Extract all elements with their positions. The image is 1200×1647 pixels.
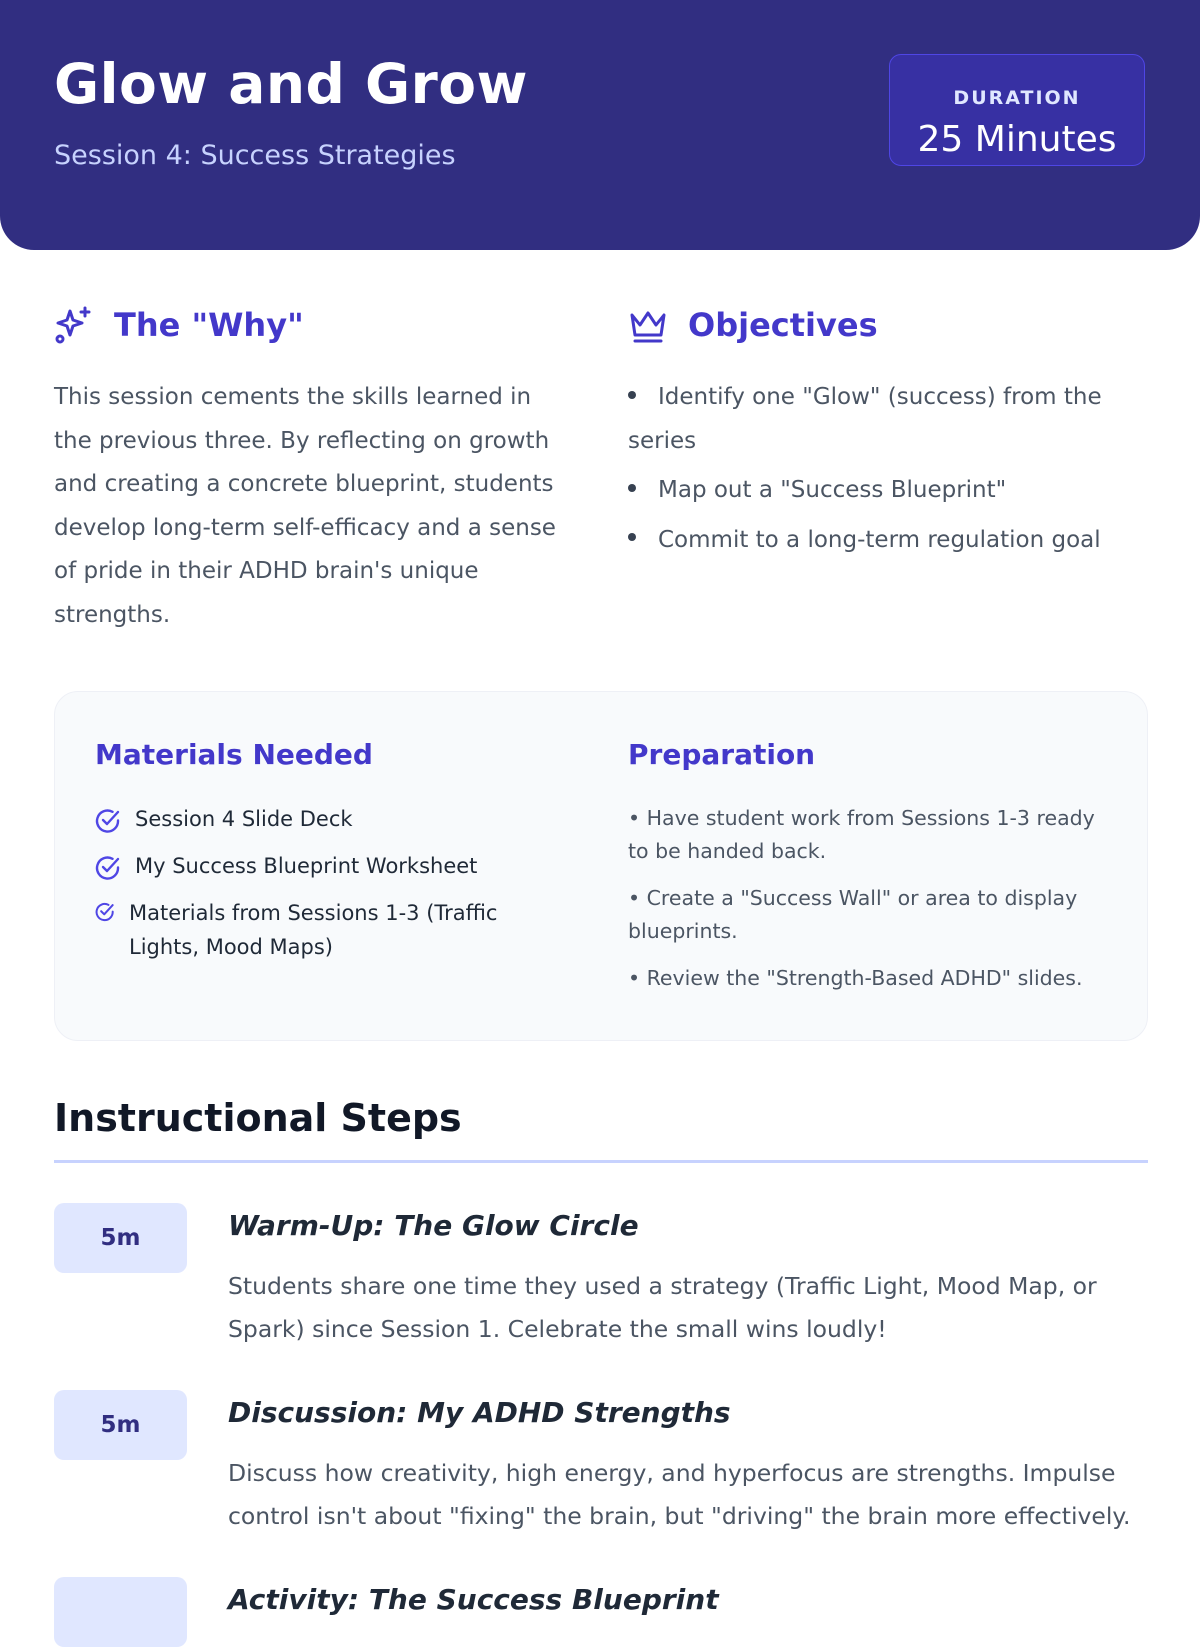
duration-value: 25 Minutes — [917, 119, 1117, 160]
steps-heading: Instructional Steps — [54, 1096, 462, 1140]
objective-text: Map out a "Success Blueprint" — [658, 477, 1007, 503]
objective-item — [628, 469, 1148, 513]
why-text: This session cements the skills learned in the previous three. By reflecting on growth and creating a concrete blueprint, students develop long-term self-efficacy and a sense of pride in their ADHD brain's unique strengths. — [54, 384, 556, 628]
crown-icon — [628, 305, 668, 345]
objective-text: Identify one "Glow" (success) from the series — [628, 384, 1102, 454]
check-circle-icon — [95, 808, 121, 834]
bullet-icon — [628, 391, 636, 399]
objective-text: Commit to a long-term regulation goal — [658, 526, 1101, 553]
objectives-heading — [628, 305, 878, 345]
page-subtitle: Session 4: Success Strategies — [54, 140, 456, 171]
step-time-badge: 5m — [54, 1390, 187, 1460]
why-heading-text: The "Why" — [114, 306, 304, 344]
page-header — [0, 0, 1200, 250]
step-description: Students share one time they used a strategy (Traffic Light, Mood Map, or Spark) since Session 1. Celebrate the small wins loudly! — [228, 1272, 1097, 1343]
preparation-heading: Preparation — [628, 738, 816, 771]
material-item — [95, 896, 535, 964]
material-item — [95, 849, 535, 883]
step-title: Activity: The Success Blueprint — [228, 1583, 719, 1616]
objectives-list — [628, 376, 1148, 568]
check-circle-icon — [95, 855, 121, 881]
step-time-badge: 5m — [54, 1203, 187, 1273]
material-text: Session 4 Slide Deck — [135, 807, 353, 831]
preparation-list — [628, 802, 1118, 1009]
steps-divider — [54, 1160, 1148, 1163]
objective-item — [628, 519, 1148, 563]
bullet-icon — [628, 533, 636, 541]
preparation-item: • Have student work from Sessions 1-3 ready to be handed back. — [628, 806, 1095, 863]
step-time-badge — [54, 1577, 187, 1647]
step-description: Discuss how creativity, high energy, and hyperfocus are strengths. Impulse control isn't about "fixing" the brain, but "driving" the brain more effectively. — [228, 1459, 1131, 1530]
material-text: My Success Blueprint Worksheet — [135, 854, 478, 878]
preparation-item: • Create a "Success Wall" or area to display blueprints. — [628, 886, 1078, 943]
materials-card — [54, 691, 1148, 1041]
step-title: Warm-Up: The Glow Circle — [228, 1209, 639, 1242]
objectives-heading-text: Objectives — [688, 306, 878, 344]
preparation-item: • Review the "Strength-Based ADHD" slides. — [628, 966, 1083, 990]
page-title: Glow and Grow — [54, 52, 528, 116]
materials-heading: Materials Needed — [95, 738, 373, 771]
bullet-icon — [628, 484, 636, 492]
material-item — [95, 802, 535, 836]
duration-badge — [889, 54, 1145, 166]
check-circle-icon — [95, 902, 115, 922]
why-heading — [54, 305, 304, 345]
duration-label: DURATION — [953, 87, 1081, 109]
sparkles-icon — [54, 305, 94, 345]
objective-item — [628, 376, 1148, 463]
step-title: Discussion: My ADHD Strengths — [228, 1396, 731, 1429]
materials-list — [95, 802, 535, 977]
material-text: Materials from Sessions 1-3 (Traffic Lights, Mood Maps) — [129, 901, 498, 959]
